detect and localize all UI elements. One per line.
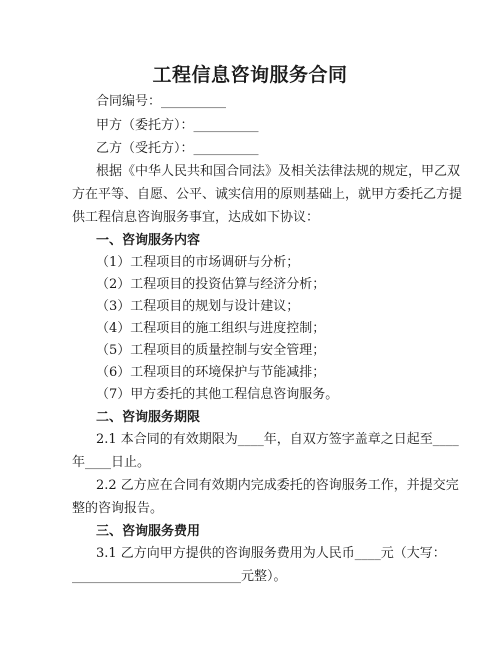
clause-line: 2.2 乙方应在合同有效期内完成委托的咨询服务工作，并提交完: [96, 478, 459, 493]
preamble-line: 方在平等、自愿、公平、诚实信用的原则基础上，就甲方委托乙方提: [72, 187, 463, 202]
list-item: （1）工程项目的市场调研与分析；: [96, 255, 300, 270]
list-item: （7）甲方委托的其他工程信息咨询服务。: [96, 387, 339, 402]
party-a-field: 甲方（委托方）：__________: [96, 118, 259, 133]
contract-title: 工程信息咨询服务合同: [152, 64, 348, 86]
contract-number-field: 合同编号：__________: [96, 94, 227, 109]
clause-line: 3.1 乙方向甲方提供的咨询服务费用为人民币____元（大写：: [96, 546, 446, 561]
clause-line: 年____日止。: [72, 455, 151, 470]
party-b-field: 乙方（受托方）：__________: [96, 141, 259, 156]
list-item: （6）工程项目的环境保护与节能减排；: [96, 365, 326, 380]
clause-line: 2.1 本合同的有效期限为____年，自双方签字盖章之日起至____: [96, 432, 459, 447]
list-item: （5）工程项目的质量控制与安全管理；: [96, 343, 326, 358]
list-item: （4）工程项目的施工组织与进度控制；: [96, 321, 326, 336]
section-heading: 二、咨询服务期限: [96, 410, 201, 425]
section-heading: 一、咨询服务内容: [96, 233, 201, 248]
clause-line: 整的咨询报告。: [72, 501, 164, 516]
preamble-line: 根据《中华人民共和国合同法》及相关法律法规的规定，甲乙双: [96, 164, 461, 179]
clause-line: __________________________元整）。: [72, 569, 287, 584]
list-item: （3）工程项目的规划与设计建议；: [96, 299, 300, 314]
list-item: （2）工程项目的投资估算与经济分析；: [96, 277, 326, 292]
preamble-line: 供工程信息咨询服务事宜，达成如下协议：: [72, 210, 320, 225]
section-heading: 三、咨询服务费用: [96, 524, 201, 539]
